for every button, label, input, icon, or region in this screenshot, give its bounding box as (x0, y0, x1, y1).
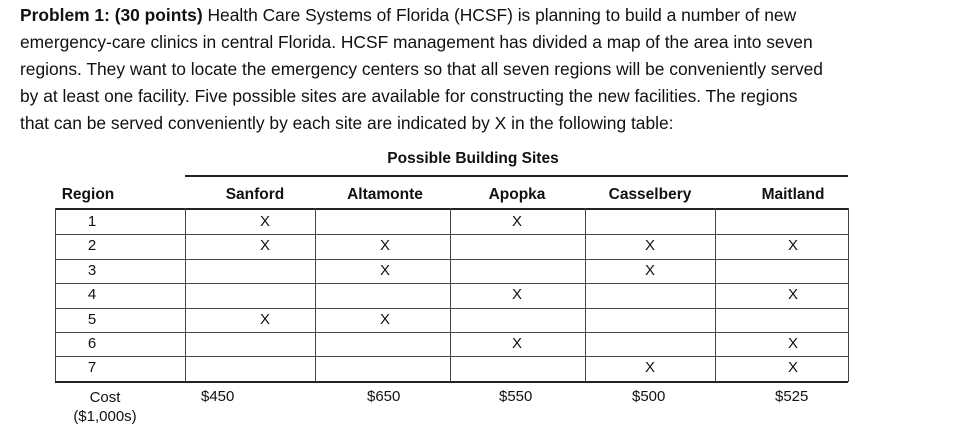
cost-casselbery: $500 (632, 388, 666, 405)
region-number: 4 (87, 286, 97, 304)
cost-label-line-1: Cost (89, 389, 121, 406)
coverage-cell: X (379, 310, 390, 328)
row-rule (55, 308, 848, 309)
problem-title: Problem 1: (30 points) (20, 5, 203, 25)
row-rule (55, 259, 848, 260)
coverage-cell: X (379, 261, 390, 279)
table-caption: Possible Building Sites (387, 150, 559, 167)
coverage-cell: X (259, 213, 270, 230)
problem-text-1: Health Care Systems of Florida (HCSF) is planning to build a number of new (207, 5, 797, 25)
site-header-casselbery: Casselbery (608, 186, 692, 203)
coverage-cell: X (511, 286, 522, 304)
coverage-cell: X (259, 310, 270, 328)
site-header-maitland: Maitland (761, 186, 825, 203)
coverage-cell: X (787, 286, 798, 304)
cost-altamonte: $650 (367, 388, 401, 405)
cost-label-line-2: ($1,000s) (73, 408, 137, 425)
coverage-cell: X (379, 237, 390, 255)
row-rule (55, 283, 848, 284)
caption-rule (185, 175, 848, 177)
problem-line-3: regions. They want to locate the emergency centers so that all seven regions will be conveniently served (20, 59, 823, 79)
grid-vline (848, 208, 849, 382)
header-rule (55, 208, 848, 210)
coverage-cell: X (787, 335, 798, 352)
cost-sanford: $450 (201, 388, 235, 405)
problem-line-5: that can be served conveniently by each site are indicated by X in the following table: (20, 113, 674, 133)
region-header: Region (61, 186, 115, 203)
coverage-cell: X (787, 237, 798, 255)
coverage-cell: X (259, 237, 270, 255)
cost-apopka: $550 (499, 388, 533, 405)
region-number: 5 (87, 310, 97, 328)
row-rule (55, 356, 848, 357)
problem-line-4: by at least one facility. Five possible sites are available for constructing the new facilities. The regions (20, 86, 798, 106)
region-number: 6 (87, 335, 97, 352)
coverage-cell: X (644, 359, 655, 377)
coverage-cell: X (644, 261, 655, 279)
row-rule (55, 234, 848, 235)
cost-maitland: $525 (775, 388, 809, 405)
row-rule (55, 332, 848, 333)
region-number: 7 (87, 359, 97, 377)
coverage-cell: X (644, 237, 655, 255)
site-header-sanford: Sanford (225, 186, 285, 203)
coverage-cell: X (511, 213, 522, 230)
site-header-altamonte: Altamonte (347, 186, 423, 203)
cost-label (60, 388, 150, 426)
problem-line-2: emergency-care clinics in central Florida. HCSF management has divided a map of the area into seven (20, 32, 813, 52)
row-rule (55, 381, 848, 383)
problem-line-1 (20, 2, 940, 29)
region-number: 2 (87, 237, 97, 255)
problem-statement (20, 2, 940, 137)
region-number: 3 (87, 261, 97, 279)
region-number: 1 (87, 213, 97, 230)
coverage-cell: X (511, 335, 522, 352)
coverage-cell: X (787, 359, 798, 377)
site-header-apopka: Apopka (488, 186, 546, 203)
